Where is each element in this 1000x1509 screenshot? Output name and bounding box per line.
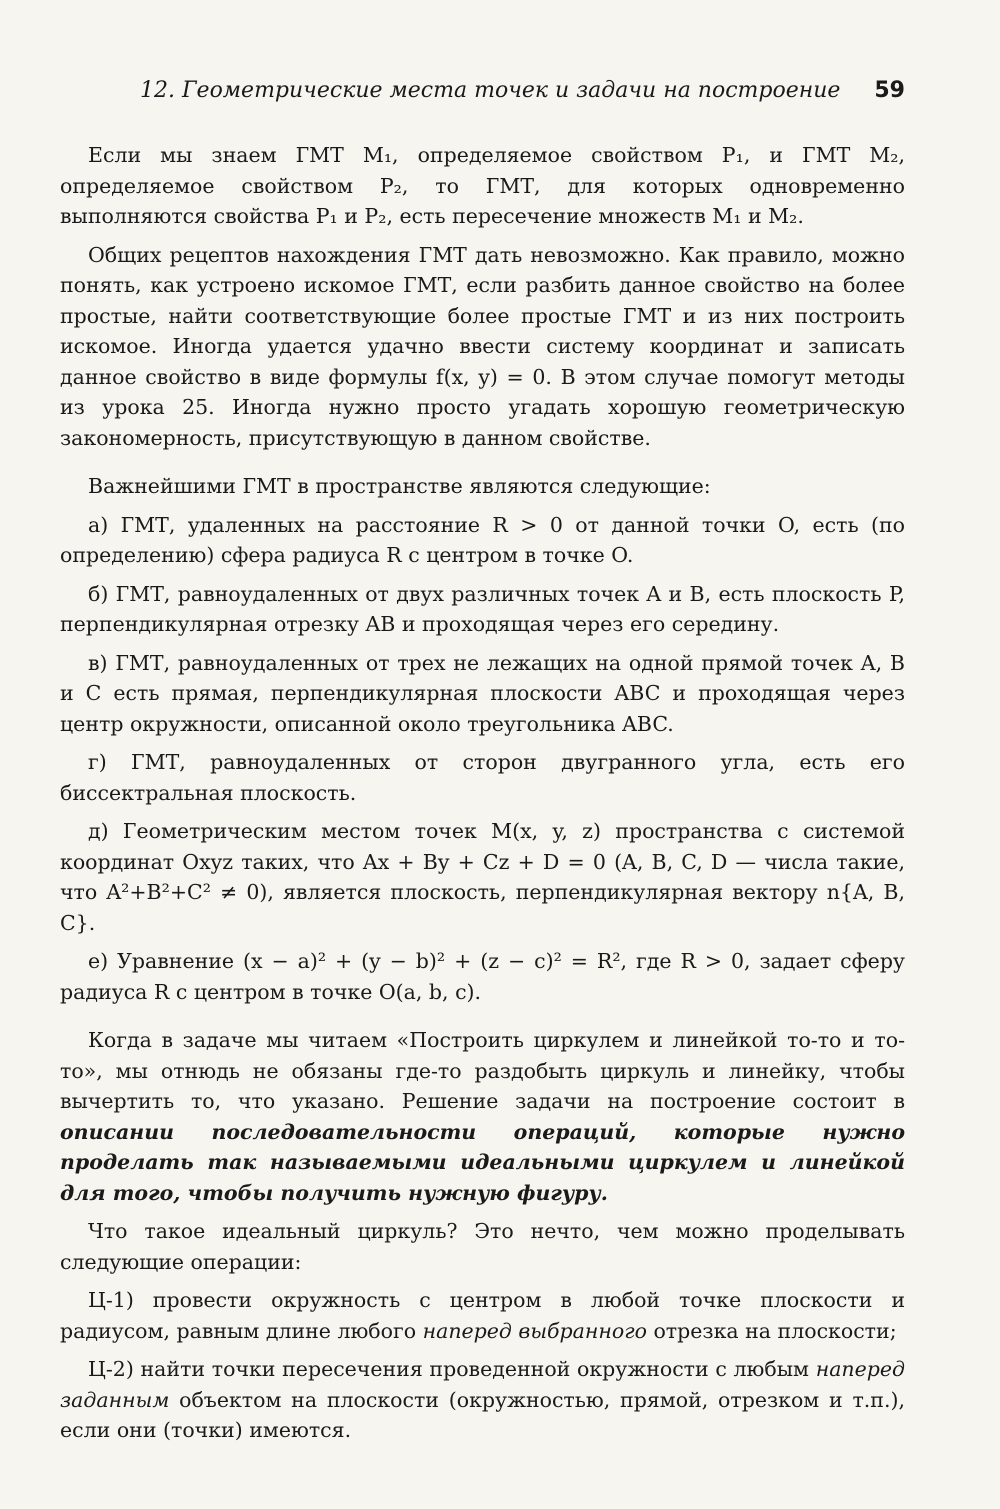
paragraph-recipes: Общих рецептов нахождения ГМТ дать невозможно. Как правило, можно понять, как устроено искомое ГМТ, если разбить данное свойство на более простые, найти соответствующие более простые ГМТ и из них построить искомое. Иногда удается удачно ввести систему координат и записать данное свойство в виде формулы f(x, y) = 0. В этом случае помогут методы из урока 25. Иногда нужно просто угадать хорошую геометрическую закономерность, присутствующую в данном свойстве. xyxy=(60,242,905,450)
op2-emphasis: наперед заданным xyxy=(60,1357,905,1412)
construction-emphasis: описании последовательности операций, которые нужно проделать так называемыми идеальными циркулем и линейкой для того, чтобы получить нужную фигуру. xyxy=(60,1119,905,1205)
page-body xyxy=(60,140,905,1454)
op2-text-b: объектом на плоскости (окружностью, прямой, отрезком и т.п.), если они (точки) имеются. xyxy=(60,1387,905,1442)
paragraph-space-loci-intro: Важнейшими ГМТ в пространстве являются следующие: xyxy=(88,474,711,498)
list-item-b: б) ГМТ, равноудаленных от двух различных точек A и B, есть плоскость P, перпендикулярная отрезку AB и проходящая через его середину. xyxy=(60,581,905,636)
op1-text-b: отрезка на плоскости; xyxy=(646,1318,897,1343)
op2-text-a: Ц-2) найти точки пересечения проведенной окружности с любым xyxy=(88,1357,816,1381)
list-item-g: г) ГМТ, равноудаленных от сторон двугранного угла, есть его биссектральная плоскость. xyxy=(60,750,905,805)
paragraph-construction-intro xyxy=(60,1025,905,1208)
list-item-v: в) ГМТ, равноудаленных от трех не лежащих на одной прямой точек A, B и C есть прямая, перпендикулярная плоскости ABC и проходящая через центр окружности, описанной около треугольника ABC. xyxy=(60,650,905,736)
paragraph-ideal-compass: Что такое идеальный циркуль? Это нечто, чем можно проделывать следующие операции: xyxy=(60,1219,905,1274)
list-item-a: а) ГМТ, удаленных на расстояние R > 0 от данной точки O, есть (по определению) сфера радиуса R с центром в точке O. xyxy=(60,512,905,567)
op1-text-a: Ц-1) провести окружность с центром в любой точке плоскости и радиусом, равным длине любого xyxy=(60,1288,905,1343)
list-item-d: д) Геометрическим местом точек M(x, y, z) пространства с системой координат Oxyz таких, что Ax + By + Cz + D = 0 (A, B, C, D — числа такие, что A²+B²+C² ≠ 0), является плоскость, перпендикулярная вектору n{A, B, C}. xyxy=(60,819,905,935)
op1-emphasis: наперед выбранного xyxy=(422,1318,647,1343)
compass-operation-2 xyxy=(60,1354,905,1446)
compass-operation-1 xyxy=(60,1285,905,1346)
page-number: 59 xyxy=(874,78,905,103)
list-item-e: е) Уравнение (x − a)² + (y − b)² + (z − c)² = R², где R > 0, задает сферу радиуса R с центром в точке O(a, b, c). xyxy=(60,949,905,1004)
construction-intro-text: Когда в задаче мы читаем «Построить циркулем и линейкой то-то и то-то», мы отнюдь не обязаны где-то раздобыть циркуль и линейку, чтобы вычертить то, что указано. Решение задачи на построение состоит в xyxy=(60,1028,905,1113)
paragraph-intersection: Если мы знаем ГМТ M₁, определяемое свойством P₁, и ГМТ M₂, определяемое свойством P₂, то ГМТ, для которых одновременно выполняются свойства P₁ и P₂, есть пересечение множеств M₁ и M₂. xyxy=(60,143,905,228)
running-head xyxy=(60,78,905,103)
chapter-title: 12. Геометрические места точек и задачи на построение xyxy=(140,78,841,103)
